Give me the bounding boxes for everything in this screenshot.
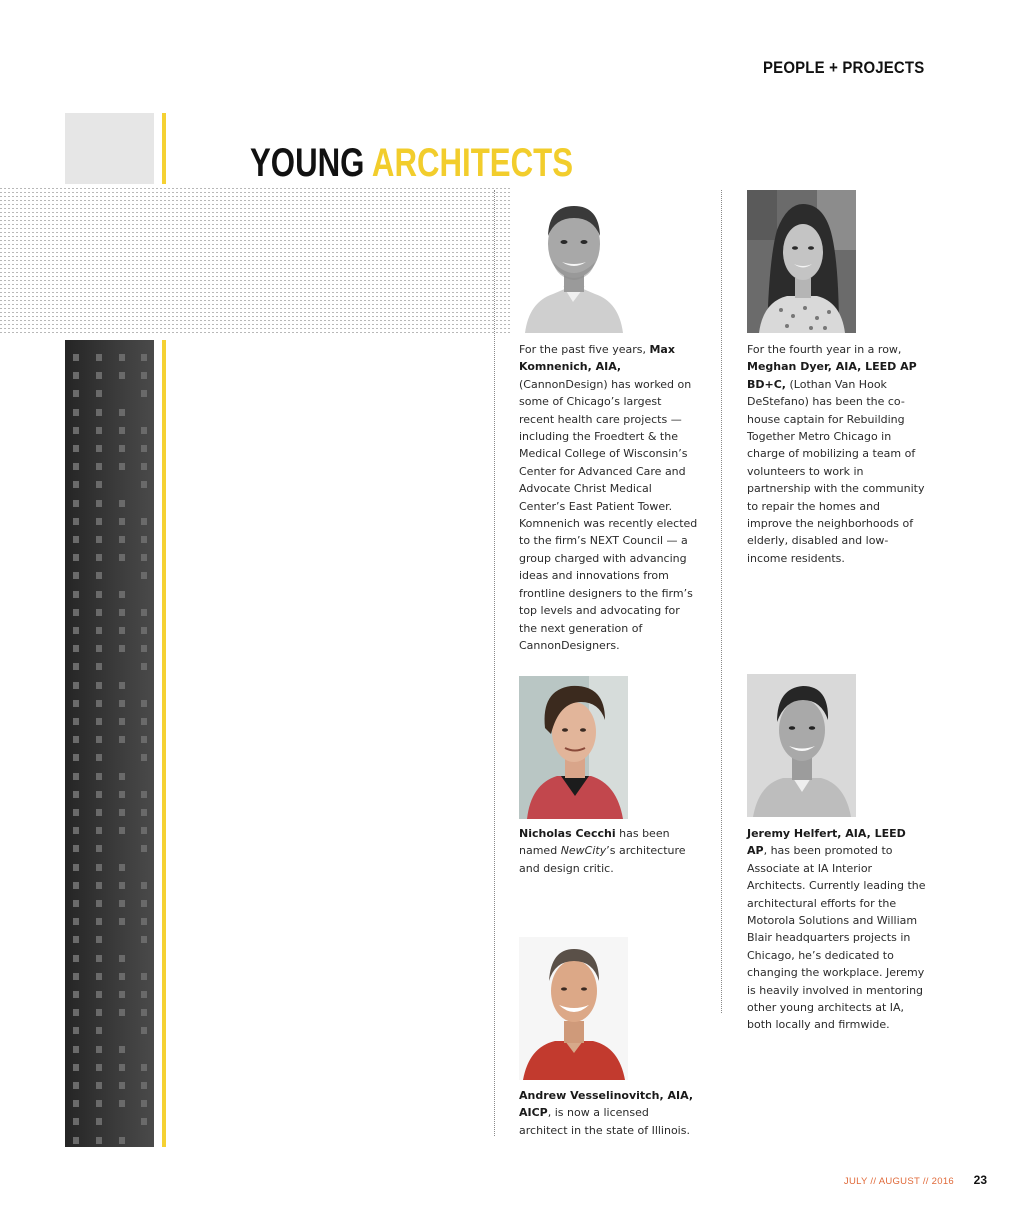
building-window — [141, 1100, 147, 1107]
building-window — [141, 1118, 147, 1125]
building-window — [141, 1082, 147, 1089]
building-window — [73, 409, 79, 416]
publication-name: NewCity — [560, 844, 607, 858]
building-window — [141, 572, 147, 579]
building-window — [119, 809, 125, 816]
building-window — [119, 354, 125, 361]
bio-text: , has been promoted to Associate at IA Interior Architects. Currently leading the architectural efforts for the Motorola Solutions and William Blair headquarters projects in Chicago, he’s dedicated to changing the workplace. Jeremy is heavily involved in mentoring other young architects at IA, both locally and firmwide. — [747, 844, 926, 1032]
building-window — [73, 700, 79, 707]
building-window — [141, 718, 147, 725]
building-window — [119, 409, 125, 416]
building-window — [96, 354, 102, 361]
dashed-line-pattern — [0, 188, 510, 336]
building-window — [119, 718, 125, 725]
building-window — [141, 936, 147, 943]
building-window — [141, 390, 147, 397]
building-window — [141, 481, 147, 488]
building-window — [119, 882, 125, 889]
title-word-architects: ARCHITECTS — [371, 141, 574, 185]
bio-meghan-dyer — [747, 341, 927, 567]
building-window — [96, 845, 102, 852]
building-window — [73, 791, 79, 798]
building-window — [141, 445, 147, 452]
building-window — [119, 1137, 125, 1144]
building-window — [73, 609, 79, 616]
building-window — [73, 973, 79, 980]
building-window — [141, 427, 147, 434]
building-window — [119, 973, 125, 980]
building-window — [96, 973, 102, 980]
building-window — [73, 591, 79, 598]
building-window — [119, 1046, 125, 1053]
portrait-max-komnenich — [519, 190, 628, 333]
building-window — [119, 463, 125, 470]
building-window — [141, 1064, 147, 1071]
building-window — [73, 663, 79, 670]
building-window — [141, 609, 147, 616]
building-window — [73, 518, 79, 525]
building-window — [119, 1009, 125, 1016]
building-window — [96, 663, 102, 670]
building-window — [119, 536, 125, 543]
building-window — [96, 1100, 102, 1107]
building-window — [96, 536, 102, 543]
building-window — [119, 645, 125, 652]
building-window — [73, 554, 79, 561]
bio-jeremy-helfert — [747, 825, 927, 1034]
building-window — [119, 682, 125, 689]
building-window — [73, 1082, 79, 1089]
building-window — [73, 1064, 79, 1071]
bio-text: has been named — [519, 827, 670, 858]
building-window — [96, 736, 102, 743]
building-window — [96, 791, 102, 798]
skyscraper-graphic — [65, 340, 154, 1147]
building-window — [73, 354, 79, 361]
building-window — [119, 700, 125, 707]
building-window — [73, 1046, 79, 1053]
building-window — [141, 1027, 147, 1034]
building-window — [96, 572, 102, 579]
portrait-andrew-vesselinovitch — [519, 937, 628, 1080]
building-window — [141, 736, 147, 743]
bio-text: For the fourth year in a row, — [747, 343, 902, 356]
bio-name: Andrew Vesselinovitch, AIA, AICP — [519, 1089, 694, 1120]
building-window — [96, 1137, 102, 1144]
building-window — [96, 500, 102, 507]
column-divider-right — [721, 190, 722, 1013]
building-window — [73, 572, 79, 579]
building-window — [96, 609, 102, 616]
building-window — [119, 736, 125, 743]
bio-andrew-vesselinovitch — [519, 1087, 699, 1139]
building-window — [119, 427, 125, 434]
building-window — [119, 791, 125, 798]
building-window — [119, 991, 125, 998]
building-window — [73, 1027, 79, 1034]
building-window — [96, 591, 102, 598]
building-window — [96, 390, 102, 397]
building-window — [96, 700, 102, 707]
column-divider-left — [494, 190, 495, 1136]
building-window — [96, 427, 102, 434]
building-window — [73, 936, 79, 943]
building-window — [73, 754, 79, 761]
building-window — [141, 791, 147, 798]
building-window — [73, 463, 79, 470]
building-window — [96, 809, 102, 816]
building-window — [141, 518, 147, 525]
building-window — [73, 627, 79, 634]
bio-nicholas-cecchi — [519, 825, 699, 877]
building-window — [141, 827, 147, 834]
building-window — [141, 973, 147, 980]
building-window — [119, 773, 125, 780]
building-window — [96, 481, 102, 488]
building-window — [141, 900, 147, 907]
building-window — [73, 445, 79, 452]
building-window — [73, 536, 79, 543]
building-window — [119, 554, 125, 561]
portrait-nicholas-cecchi — [519, 676, 628, 819]
building-window — [119, 827, 125, 834]
bio-text: ’s architecture and design critic. — [519, 844, 686, 875]
building-window — [141, 463, 147, 470]
building-window — [96, 372, 102, 379]
issue-date: JULY // AUGUST // 2016 — [843, 1176, 954, 1187]
portrait-meghan-dyer — [747, 190, 856, 333]
building-window — [96, 682, 102, 689]
building-window — [96, 991, 102, 998]
building-window — [141, 663, 147, 670]
building-window — [96, 900, 102, 907]
section-label: PEOPLE + PROJECTS — [762, 58, 924, 77]
portrait-jeremy-helfert — [747, 674, 856, 817]
building-window — [73, 918, 79, 925]
building-window — [141, 991, 147, 998]
building-window — [73, 955, 79, 962]
building-window — [96, 1082, 102, 1089]
building-window — [73, 845, 79, 852]
building-window — [73, 1009, 79, 1016]
building-window — [119, 918, 125, 925]
building-window — [73, 736, 79, 743]
building-window — [73, 481, 79, 488]
gray-accent-block — [65, 113, 154, 184]
building-window — [96, 445, 102, 452]
building-window — [141, 554, 147, 561]
building-window — [73, 1118, 79, 1125]
building-window — [96, 463, 102, 470]
building-window — [96, 627, 102, 634]
building-window — [119, 445, 125, 452]
building-window — [96, 827, 102, 834]
building-window — [96, 518, 102, 525]
building-window — [73, 773, 79, 780]
building-window — [73, 390, 79, 397]
building-window — [141, 809, 147, 816]
building-window — [96, 1046, 102, 1053]
building-window — [119, 518, 125, 525]
building-window — [96, 918, 102, 925]
building-window — [96, 1009, 102, 1016]
building-window — [96, 864, 102, 871]
building-window — [119, 591, 125, 598]
building-window — [96, 554, 102, 561]
building-window — [96, 936, 102, 943]
building-window — [119, 864, 125, 871]
building-window — [119, 500, 125, 507]
building-window — [119, 372, 125, 379]
building-window — [96, 409, 102, 416]
building-window — [73, 718, 79, 725]
building-window — [141, 536, 147, 543]
bio-name: Max Komnenich, AIA, — [519, 343, 675, 374]
building-window — [73, 827, 79, 834]
building-window — [141, 754, 147, 761]
building-window — [96, 754, 102, 761]
building-window — [73, 427, 79, 434]
building-window — [96, 718, 102, 725]
building-window — [73, 682, 79, 689]
building-window — [141, 700, 147, 707]
building-window — [73, 1137, 79, 1144]
building-window — [141, 645, 147, 652]
building-window — [96, 1118, 102, 1125]
building-window — [141, 354, 147, 361]
building-window — [96, 1027, 102, 1034]
building-window — [73, 372, 79, 379]
bio-name: Nicholas Cecchi — [519, 827, 616, 840]
building-window — [73, 809, 79, 816]
building-window — [73, 991, 79, 998]
building-window — [141, 627, 147, 634]
page-number: 23 — [973, 1173, 987, 1187]
building-window — [119, 1082, 125, 1089]
building-window — [73, 645, 79, 652]
bio-text: For the past five years, — [519, 343, 650, 356]
page-title — [250, 142, 573, 184]
building-window — [73, 900, 79, 907]
yellow-accent-bar-top — [162, 113, 166, 184]
building-window — [141, 918, 147, 925]
building-window — [96, 645, 102, 652]
yellow-accent-bar-tall — [162, 340, 166, 1147]
building-window — [119, 1064, 125, 1071]
building-window — [141, 372, 147, 379]
title-word-young: YOUNG — [250, 141, 365, 185]
bio-text: , is now a licensed architect in the state of Illinois. — [519, 1106, 690, 1137]
building-window — [73, 1100, 79, 1107]
building-window — [96, 773, 102, 780]
building-window — [119, 609, 125, 616]
bio-name: Jeremy Helfert, AIA, LEED AP — [747, 827, 906, 858]
building-window — [119, 1100, 125, 1107]
bio-name: Meghan Dyer, AIA, LEED AP BD+C, — [747, 360, 917, 391]
bio-text: (Lothan Van Hook DeStefano) has been the co-house captain for Rebuilding Together Metro Chicago in charge of mobilizing a team of volunteers to work in partnership with the community to repair the homes and improve the neighborhoods of elderly, disabled and low-income residents. — [747, 377, 925, 565]
building-window — [96, 1064, 102, 1071]
building-window — [73, 882, 79, 889]
building-window — [119, 900, 125, 907]
bio-text: (CannonDesign) has worked on some of Chicago’s largest recent health care projects — including the Froedtert & the Medical College of Wisconsin’s Center for Advanced Care and Advocate Christ Medical Center’s East Patient Tower. Komnenich was recently elected to the firm’s NEXT Council — a group charged with advancing ideas and innovations from frontline designers to the firm’s top levels and advocating for the next generation of CannonDesigners. — [519, 377, 698, 652]
bio-max-komnenich — [519, 341, 699, 654]
building-window — [96, 955, 102, 962]
building-window — [141, 1009, 147, 1016]
building-window — [119, 955, 125, 962]
building-window — [119, 627, 125, 634]
building-window — [141, 845, 147, 852]
building-window — [73, 864, 79, 871]
building-window — [73, 500, 79, 507]
building-window — [141, 882, 147, 889]
building-window — [96, 882, 102, 889]
